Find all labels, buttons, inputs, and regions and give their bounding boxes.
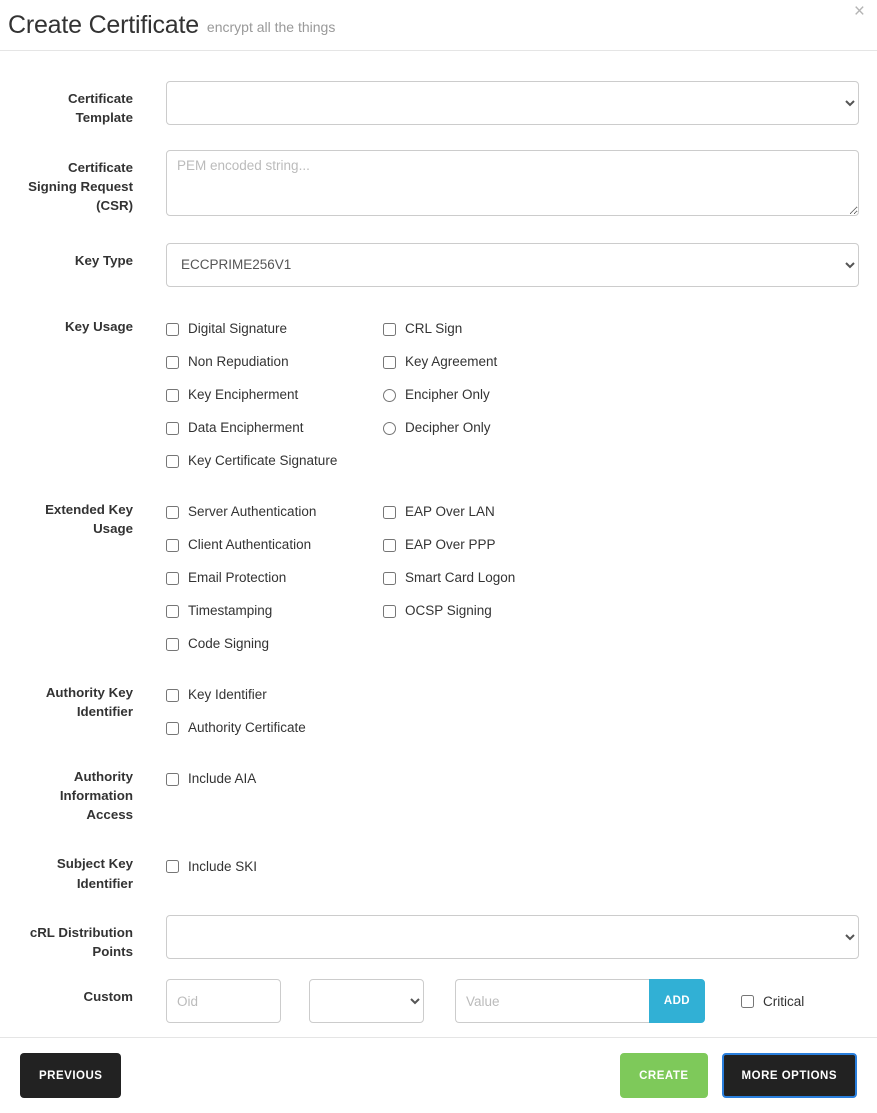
checkbox-timestamping[interactable]: [166, 595, 383, 628]
label-authority-key-identifier: Authority Key Identifier: [45, 684, 133, 719]
field-authority-information-access: [148, 759, 859, 825]
checkbox-label: Include AIA: [188, 771, 257, 787]
key-type-select[interactable]: [166, 243, 859, 287]
subject-key-identifier-column: [166, 850, 383, 883]
radio-label: Encipher Only: [405, 387, 490, 403]
field-key-usage: [148, 309, 859, 478]
dialog-body: [0, 51, 877, 1037]
checkbox-label: Digital Signature: [188, 321, 288, 337]
checkbox-label: Critical: [763, 993, 805, 1009]
authority-key-identifier-column: [166, 679, 383, 745]
radio-decipher-only[interactable]: [383, 412, 600, 445]
checkbox-client-authentication[interactable]: [166, 529, 383, 562]
checkbox-authority-certificate[interactable]: [166, 712, 383, 745]
field-custom: [148, 979, 859, 1023]
csr-textarea[interactable]: [166, 150, 859, 216]
label-key-type: Key Type: [74, 252, 133, 268]
critical-checkbox[interactable]: [741, 995, 754, 1008]
checkbox-label: Client Authentication: [188, 537, 312, 553]
checkbox-email-protection[interactable]: [166, 562, 383, 595]
extended-key-usage-column-2: [383, 496, 600, 661]
label-csr: Certificate Signing Request (CSR): [28, 159, 133, 214]
row-csr: [18, 150, 859, 221]
dialog-header: [0, 0, 877, 51]
crl-sign-checkbox[interactable]: [383, 323, 396, 336]
checkbox-key-encipherment[interactable]: [166, 379, 383, 412]
checkbox-label: Include SKI: [188, 859, 258, 875]
checkbox-smart-card-logon[interactable]: [383, 562, 600, 595]
row-authority-key-identifier: [18, 675, 859, 745]
eap-over-ppp-checkbox[interactable]: [383, 539, 396, 552]
ocsp-signing-checkbox[interactable]: [383, 605, 396, 618]
authority-information-access-column: [166, 763, 383, 796]
key-usage-column-2: [383, 313, 600, 478]
checkbox-eap-over-ppp[interactable]: [383, 529, 600, 562]
checkbox-key-identifier[interactable]: [166, 679, 383, 712]
radio-label: Decipher Only: [405, 420, 491, 436]
key-identifier-checkbox[interactable]: [166, 689, 179, 702]
previous-button[interactable]: PREVIOUS: [20, 1053, 121, 1098]
timestamping-checkbox[interactable]: [166, 605, 179, 618]
page-title: Create Certificate: [8, 10, 199, 39]
email-protection-checkbox[interactable]: [166, 572, 179, 585]
custom-value-input[interactable]: [455, 979, 649, 1023]
checkbox-key-agreement[interactable]: [383, 346, 600, 379]
certificate-template-select[interactable]: [166, 81, 859, 125]
row-key-usage: [18, 309, 859, 478]
row-key-type: [18, 243, 859, 287]
field-subject-key-identifier: [148, 846, 859, 893]
checkbox-crl-sign[interactable]: [383, 313, 600, 346]
row-crl-distribution-points: [18, 915, 859, 962]
checkbox-label: Key Identifier: [188, 687, 267, 703]
checkbox-label: Timestamping: [188, 603, 273, 619]
checkbox-non-repudiation[interactable]: [166, 346, 383, 379]
encipher-only-radio[interactable]: [383, 389, 396, 402]
server-authentication-checkbox[interactable]: [166, 506, 179, 519]
eap-over-lan-checkbox[interactable]: [383, 506, 396, 519]
page-subtitle: encrypt all the things: [206, 19, 336, 35]
checkbox-include-ski[interactable]: [166, 850, 383, 883]
checkbox-include-aia[interactable]: [166, 763, 383, 796]
label-custom: Custom: [83, 989, 133, 1005]
checkbox-data-encipherment[interactable]: [166, 412, 383, 445]
create-button[interactable]: CREATE: [620, 1053, 707, 1098]
more-options-button[interactable]: MORE OPTIONS: [722, 1053, 857, 1098]
checkbox-label: OCSP Signing: [405, 603, 492, 619]
row-custom: [18, 979, 859, 1023]
field-extended-key-usage: [148, 492, 859, 661]
label-certificate-template: Certificate Template: [67, 91, 133, 126]
label-key-usage: Key Usage: [65, 318, 133, 334]
label-authority-information-access: Authority Information Access: [59, 768, 133, 823]
field-crl-distribution-points: [148, 915, 859, 962]
checkbox-label: Key Certificate Signature: [188, 453, 338, 469]
checkbox-label: EAP Over PPP: [405, 537, 496, 553]
include-aia-checkbox[interactable]: [166, 773, 179, 786]
row-certificate-template: [18, 81, 859, 128]
data-encipherment-checkbox[interactable]: [166, 422, 179, 435]
include-ski-checkbox[interactable]: [166, 860, 179, 873]
footer-right-group: [620, 1053, 857, 1098]
radio-encipher-only[interactable]: [383, 379, 600, 412]
label-subject-key-identifier: Subject Key Identifier: [56, 856, 133, 891]
field-authority-key-identifier: [148, 675, 859, 745]
digital-signature-checkbox[interactable]: [166, 323, 179, 336]
label-extended-key-usage: Extended Key Usage: [45, 501, 133, 536]
checkbox-label: Authority Certificate: [188, 720, 306, 736]
field-key-type: [148, 243, 859, 287]
checkbox-server-authentication[interactable]: [166, 496, 383, 529]
dialog-footer: [0, 1037, 877, 1113]
code-signing-checkbox[interactable]: [166, 638, 179, 651]
checkbox-label: CRL Sign: [405, 321, 463, 337]
checkbox-label: EAP Over LAN: [405, 504, 495, 520]
custom-type-select[interactable]: [309, 979, 424, 1023]
custom-oid-input[interactable]: [166, 979, 281, 1023]
extended-key-usage-column-1: [166, 496, 383, 661]
checkbox-label: Key Agreement: [405, 354, 498, 370]
row-subject-key-identifier: [18, 846, 859, 893]
crl-distribution-points-select[interactable]: [166, 915, 859, 959]
checkbox-critical[interactable]: [737, 992, 804, 1011]
checkbox-key-certificate-signature[interactable]: [166, 445, 383, 478]
key-agreement-checkbox[interactable]: [383, 356, 396, 369]
close-icon[interactable]: ×: [853, 1, 865, 22]
custom-value-group: [455, 979, 705, 1023]
checkbox-ocsp-signing[interactable]: [383, 595, 600, 628]
key-certificate-signature-checkbox[interactable]: [166, 455, 179, 468]
field-csr: [148, 150, 859, 221]
client-authentication-checkbox[interactable]: [166, 539, 179, 552]
checkbox-label: Email Protection: [188, 570, 287, 586]
key-encipherment-checkbox[interactable]: [166, 389, 179, 402]
checkbox-code-signing[interactable]: [166, 628, 383, 661]
authority-certificate-checkbox[interactable]: [166, 722, 179, 735]
field-certificate-template: [148, 81, 859, 128]
row-extended-key-usage: [18, 492, 859, 661]
row-authority-information-access: [18, 759, 859, 825]
checkbox-label: Non Repudiation: [188, 354, 289, 370]
checkbox-label: Server Authentication: [188, 504, 317, 520]
checkbox-digital-signature[interactable]: [166, 313, 383, 346]
checkbox-label: Code Signing: [188, 636, 270, 652]
decipher-only-radio[interactable]: [383, 422, 396, 435]
checkbox-eap-over-lan[interactable]: [383, 496, 600, 529]
checkbox-label: Smart Card Logon: [405, 570, 516, 586]
smart-card-logon-checkbox[interactable]: [383, 572, 396, 585]
checkbox-label: Data Encipherment: [188, 420, 304, 436]
label-crl-distribution-points: cRL Distribution Points: [29, 924, 133, 960]
key-usage-column-1: [166, 313, 383, 478]
non-repudiation-checkbox[interactable]: [166, 356, 179, 369]
add-button[interactable]: ADD: [649, 979, 705, 1023]
checkbox-label: Key Encipherment: [188, 387, 299, 403]
